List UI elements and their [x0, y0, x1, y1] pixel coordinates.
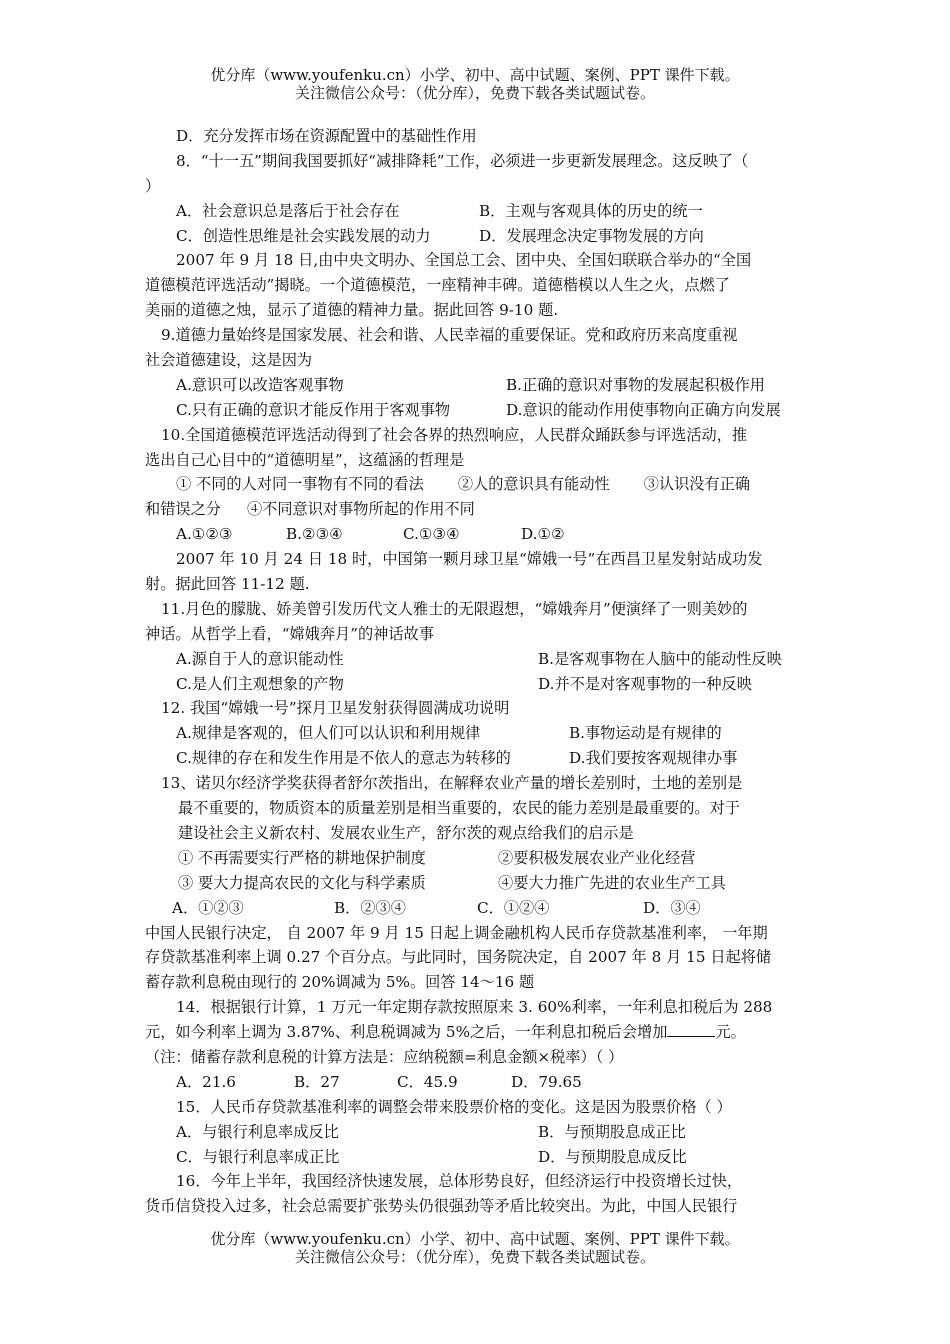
q15-option-b: B．与预期股息成正比	[538, 1122, 686, 1141]
exam-content	[145, 124, 810, 1219]
q8-stem-line-2: ）	[145, 176, 161, 195]
q14-answer-blank	[667, 1020, 715, 1037]
q13-option-d: D．③④	[643, 898, 701, 917]
q11-stem-line-1: 11.月色的朦胧、娇美曾引发历代文人雅士的无限遐想，“嫦娥奔月”便演绎了一则美妙的	[161, 599, 748, 618]
q10-statement-4: ④不同意识对事物所起的作用不同	[246, 500, 475, 519]
q10-option-d: D.①②	[521, 525, 565, 544]
q14-stem-line-1: 14．根据银行计算，1 万元一年定期存款按照原来 3. 60%利率，一年利息扣税后为 288	[176, 998, 773, 1017]
material-1-line-2: 道德模范评选活动”揭晓。一个道德模范，一座精神丰碑。道德楷模以人生之火，点燃了	[145, 276, 730, 295]
material-1-line-1: 2007 年 9 月 18 日,由中央文明办、全国总工会、团中央、全国妇联联合举办的“全国	[176, 251, 752, 270]
q9-stem-line-1: 9.道德力量始终是国家发展、社会和谐、人民幸福的重要保证。党和政府历来高度重视	[161, 326, 738, 345]
q13-statement-2: ②要积极发展农业产业化经营	[498, 848, 696, 867]
q12-option-c: C.规律的存在和发生作用是不依人的意志为转移的	[176, 749, 511, 768]
q8-option-c: C．创造性思维是社会实践发展的动力	[176, 226, 431, 245]
q10-options-row	[145, 522, 810, 547]
q10-stem-line-1: 10.全国道德模范评选活动得到了社会各界的热烈响应，人民群众踊跃参与评选活动，推	[161, 425, 748, 444]
q9-options-row-1	[145, 373, 810, 398]
q9-stem-line-2: 社会道德建设，这是因为	[145, 351, 313, 370]
q15-options-row-1	[145, 1120, 810, 1145]
q11-stem-line-2: 神话。从哲学上看，“嫦娥奔月”的神话故事	[145, 624, 434, 643]
q10-option-a: A.①②③	[176, 525, 233, 544]
q14-stem-text: 元，如今利率上调为 3.87%、利息税调减为 5%之后，一年利息扣税后会增加	[145, 1023, 668, 1042]
q13-option-a: A．①②③	[172, 898, 244, 917]
q8-option-d: D．发展理念决定事物发展的方向	[479, 226, 704, 245]
q11-options-row-1	[145, 647, 810, 672]
q11-option-d: D.并不是对客观事物的一种反映	[538, 674, 752, 693]
q12-option-b: B.事物运动是有规律的	[569, 724, 722, 743]
q11-option-c: C.是人们主观想象的产物	[176, 674, 344, 693]
q13-stem-line-3: 建设社会主义新农村、发展农业生产，舒尔茨的观点给我们的启示是	[178, 823, 634, 842]
q13-option-b: B．②③④	[334, 898, 406, 917]
q12-option-a: A.规律是客观的，但人们可以认识和利用规律	[176, 724, 481, 743]
q16-stem-line-1: 16．今年上半年，我国经济快速发展，总体形势良好，但经济运行中投资增长过快，	[176, 1172, 743, 1191]
page-header	[0, 66, 950, 102]
q14-stem-unit: 元。	[715, 1023, 746, 1042]
material-3-line-2: 存贷款基准利率上调 0.27 个百分点。与此同时，国务院决定，自 2007 年 8 月 15 日起将储	[145, 948, 772, 967]
q13-stem-line-1: 13、诺贝尔经济学奖获得者舒尔茨指出，在解释农业产量的增长差别时，土地的差别是	[161, 774, 743, 793]
header-line-1: 优分库（www.youfenku.cn）小学、初中、高中试题、案例、PPT 课件下载。	[210, 66, 740, 84]
q8-stem-line-1: 8．“十一五”期间我国要抓好“减排降耗”工作，必须进一步更新发展理念。这反映了（	[176, 151, 749, 170]
q11-option-b: B.是客观事物在人脑中的能动性反映	[538, 649, 782, 668]
footer-line-1: 优分库（www.youfenku.cn）小学、初中、高中试题、案例、PPT 课件下载。	[210, 1230, 740, 1248]
q9-option-a: A.意识可以改造客观事物	[176, 375, 344, 394]
q10-stem-line-2: 选出自己心目中的“道德明星”，这蕴涵的哲理是	[145, 450, 465, 469]
q13-options-row	[145, 896, 810, 921]
q10-statement-3-cont: 和错误之分	[145, 500, 221, 519]
q10-statement-3: ③认识没有正确	[643, 475, 751, 494]
q14-stem-line-2	[145, 1020, 810, 1045]
q15-option-c: C．与银行利息率成正比	[176, 1147, 340, 1166]
material-3-line-3: 蓄存款利息税由现行的 20%调减为 5%。回答 14～16 题	[145, 973, 535, 992]
q13-option-c: C．①②④	[477, 898, 550, 917]
q14-stem-line-3: （注：储蓄存款利息税的计算方法是：应纳税额=利息金额×税率）（ ）	[145, 1047, 624, 1066]
q15-options-row-2	[145, 1145, 810, 1170]
q13-statement-4: ④要大力推广先进的农业生产工具	[498, 873, 726, 892]
q13-statement-3: ③ 要大力提高农民的文化与科学素质	[178, 873, 426, 892]
q10-statement-1: ① 不同的人对同一事物有不同的看法	[176, 475, 424, 494]
page-footer	[0, 1230, 950, 1266]
q15-option-a: A．与银行利息率成反比	[176, 1122, 339, 1141]
q12-options-row-2	[145, 746, 810, 771]
header-line-2: 关注微信公众号：（优分库），免费下载各类试题试卷。	[294, 84, 655, 102]
q16-stem-line-2: 货币信贷投入过多，社会总需要扩张势头仍很强劲等矛盾比较突出。为此，中国人民银行	[145, 1197, 738, 1216]
q14-option-c: C．45.9	[397, 1072, 458, 1091]
q12-options-row-1	[145, 721, 810, 746]
q12-stem: 12. 我国“嫦娥一号”探月卫星发射获得圆满成功说明	[161, 699, 510, 718]
footer-line-2: 关注微信公众号：（优分库），免费下载各类试题试卷。	[294, 1248, 655, 1266]
q13-statement-1: ① 不再需要实行严格的耕地保护制度	[178, 848, 426, 867]
q12-option-d: D.我们要按客观规律办事	[569, 749, 738, 768]
material-2-line-2: 射。据此回答 11-12 题.	[145, 575, 310, 594]
q11-option-a: A.源自于人的意识能动性	[176, 649, 344, 668]
q8-options-row-1	[145, 199, 810, 224]
q10-option-c: C.①③④	[403, 525, 460, 544]
q14-option-d: D．79.65	[511, 1072, 582, 1091]
q15-option-d: D．与预期股息成反比	[538, 1147, 687, 1166]
q9-option-b: B.正确的意识对事物的发展起积极作用	[506, 375, 765, 394]
q13-stem-line-2: 最不重要的，物质资本的质量差别是相当重要的，农民的能力差别是最重要的。对于	[178, 799, 740, 818]
q10-option-b: B.②③④	[286, 525, 343, 544]
material-3-line-1: 中国人民银行决定， 自 2007 年 9 月 15 日起上调金融机构人民币存贷款基准利率， 一年期	[145, 923, 768, 942]
q15-stem: 15．人民币存贷款基准利率的调整会带来股票价格的变化。这是因为股票价格（ ）	[176, 1097, 732, 1116]
q10-statements-line-2	[145, 497, 810, 522]
q9-option-c: C.只有正确的意识才能反作用于客观事物	[176, 400, 451, 419]
q7-option-d: D．充分发挥市场在资源配置中的基础性作用	[176, 127, 477, 145]
q14-option-b: B．27	[294, 1072, 340, 1091]
q9-option-d: D.意识的能动作用使事物向正确方向发展	[506, 400, 781, 419]
q8-options-row-2	[145, 224, 810, 249]
q14-options-row	[145, 1070, 810, 1095]
material-2-line-1: 2007 年 10 月 24 日 18 时，中国第一颗月球卫星“嫦娥一号”在西昌卫星发射站成功发	[176, 550, 763, 569]
q10-statements-line-1	[145, 472, 810, 497]
material-1-line-3: 美丽的道德之烛，显示了道德的精神力量。据此回答 9-10 题.	[145, 301, 559, 320]
q14-option-a: A．21.6	[176, 1072, 236, 1091]
q13-statements-row-1	[145, 846, 810, 871]
q8-option-b: B．主观与客观具体的历史的统一	[479, 201, 703, 220]
q10-statement-2: ②人的意识具有能动性	[457, 475, 610, 494]
q9-options-row-2	[145, 398, 810, 423]
q13-statements-row-2	[145, 871, 810, 896]
q11-options-row-2	[145, 672, 810, 697]
q8-option-a: A．社会意识总是落后于社会存在	[176, 201, 400, 220]
